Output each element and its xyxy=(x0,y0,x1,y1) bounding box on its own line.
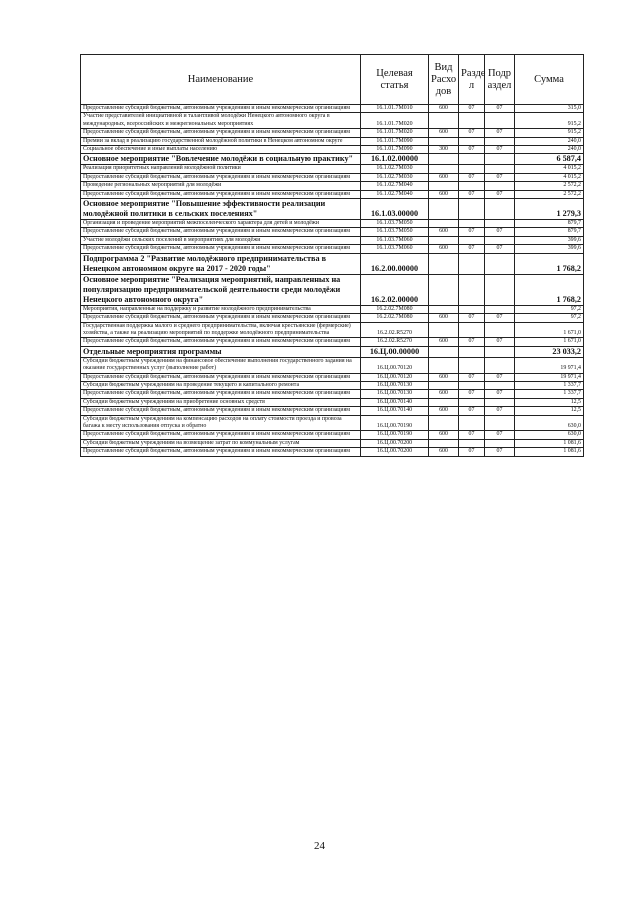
row-section xyxy=(459,381,485,389)
row-section xyxy=(459,113,485,129)
row-name: Субсидии бюджетным учреждениям на проведение текущего и капитального ремонта xyxy=(81,381,361,389)
row-target-article: 16.1.01.7М090 xyxy=(361,146,429,154)
row-subsection xyxy=(485,220,515,228)
row-target-article: 16.1.02.7М030 xyxy=(361,165,429,173)
row-subsection: 07 xyxy=(485,314,515,322)
row-subsection xyxy=(485,357,515,373)
row-amount: 97,2 xyxy=(515,305,584,313)
row-target-article: 16.Ц.00.70190 xyxy=(361,431,429,439)
row-section xyxy=(459,137,485,145)
row-expense-type xyxy=(429,322,459,338)
row-subsection xyxy=(485,305,515,313)
table-row xyxy=(81,390,584,398)
row-amount: 2 572,2 xyxy=(515,190,584,198)
row-name: Предоставление субсидий бюджетным, автономным учреждениям и иным некоммерческим организациям xyxy=(81,448,361,456)
row-target-article: 16.1.03.00000 xyxy=(361,199,429,220)
table-row xyxy=(81,431,584,439)
row-name: Субсидии бюджетным учреждениям на возмещение затрат по коммунальным услугам xyxy=(81,439,361,447)
table-row xyxy=(81,105,584,113)
row-name: Предоставление субсидий бюджетным, автономным учреждениям и иным некоммерческим организациям xyxy=(81,431,361,439)
row-subsection xyxy=(485,165,515,173)
table-row xyxy=(81,407,584,415)
row-subsection: 07 xyxy=(485,190,515,198)
row-target-article: 16.1.02.00000 xyxy=(361,154,429,165)
row-amount: 1 279,3 xyxy=(515,199,584,220)
row-section xyxy=(459,165,485,173)
row-expense-type xyxy=(429,305,459,313)
row-amount: 630,0 xyxy=(515,431,584,439)
row-subsection xyxy=(485,199,515,220)
table-row xyxy=(81,137,584,145)
row-amount: 4 015,2 xyxy=(515,165,584,173)
table-row xyxy=(81,357,584,373)
row-name: Предоставление субсидий бюджетным, автономным учреждениям и иным некоммерческим организациям xyxy=(81,190,361,198)
row-name: Участие представителей инициативной и талантливой молодёжи Ненецкого автономного округа в международных, всероссийских и межрегиональных мероприятиях xyxy=(81,113,361,129)
table-row xyxy=(81,129,584,137)
row-target-article: 16.2.02.7М080 xyxy=(361,305,429,313)
row-subsection: 07 xyxy=(485,373,515,381)
table-row xyxy=(81,322,584,338)
row-expense-type: 600 xyxy=(429,228,459,236)
row-section xyxy=(459,322,485,338)
table-row xyxy=(81,113,584,129)
row-name: Предоставление субсидий бюджетным, автономным учреждениям и иным некоммерческим организациям xyxy=(81,245,361,253)
row-subsection: 07 xyxy=(485,173,515,181)
row-amount: 240,0 xyxy=(515,137,584,145)
row-amount: 399,6 xyxy=(515,236,584,244)
row-target-article: 16.Ц.00.70200 xyxy=(361,439,429,447)
row-expense-type xyxy=(429,346,459,357)
row-subsection xyxy=(485,274,515,305)
row-section: 07 xyxy=(459,245,485,253)
row-target-article: 16.1.01.7М020 xyxy=(361,113,429,129)
row-name: Основное мероприятие "Реализация мероприятий, направленных на популяризацию предпринимательской деятельности среди молодёжи Ненецкого автономного округа" xyxy=(81,274,361,305)
row-expense-type xyxy=(429,137,459,145)
row-target-article: 16.1.01.7М010 xyxy=(361,105,429,113)
row-subsection: 07 xyxy=(485,105,515,113)
row-subsection xyxy=(485,398,515,406)
row-name: Мероприятия, направленные на поддержку и развитие молодёжного предпринимательства xyxy=(81,305,361,313)
header-target-article: Целевая статья xyxy=(361,55,429,105)
row-name: Субсидии бюджетным учреждениям на финансовое обеспечение выполнения государственного задания на оказание государственных услуг (выполнение работ) xyxy=(81,357,361,373)
row-target-article: 16.1.01.7М090 xyxy=(361,137,429,145)
row-expense-type xyxy=(429,113,459,129)
row-target-article: 16.1.01.7М020 xyxy=(361,129,429,137)
table-row xyxy=(81,381,584,389)
row-subsection xyxy=(485,236,515,244)
row-section: 07 xyxy=(459,146,485,154)
row-expense-type: 600 xyxy=(429,407,459,415)
row-amount: 1 671,0 xyxy=(515,338,584,346)
row-target-article: 16.1.03.7М050 xyxy=(361,220,429,228)
row-amount: 1 768,2 xyxy=(515,274,584,305)
row-subsection: 07 xyxy=(485,228,515,236)
row-expense-type xyxy=(429,398,459,406)
table-row xyxy=(81,220,584,228)
row-name: Предоставление субсидий бюджетным, автономным учреждениям и иным некоммерческим организациям xyxy=(81,407,361,415)
row-expense-type: 600 xyxy=(429,338,459,346)
row-amount: 1 671,0 xyxy=(515,322,584,338)
row-target-article: 16.1.02.7М030 xyxy=(361,173,429,181)
row-name: Предоставление субсидий бюджетным, автономным учреждениям и иным некоммерческим организациям xyxy=(81,173,361,181)
row-expense-type xyxy=(429,182,459,190)
row-name: Предоставление субсидий бюджетным, автономным учреждениям и иным некоммерческим организациям xyxy=(81,314,361,322)
row-amount: 915,2 xyxy=(515,113,584,129)
table-row xyxy=(81,245,584,253)
row-section: 07 xyxy=(459,448,485,456)
row-section xyxy=(459,357,485,373)
row-section xyxy=(459,439,485,447)
row-amount: 1 081,6 xyxy=(515,439,584,447)
row-expense-type: 600 xyxy=(429,448,459,456)
row-name: Премии за вклад в реализацию государственной молодёжной политики в Ненецком автономном округе xyxy=(81,137,361,145)
budget-table xyxy=(80,54,584,457)
row-expense-type: 600 xyxy=(429,129,459,137)
table-row xyxy=(81,199,584,220)
table-row xyxy=(81,346,584,357)
row-expense-type xyxy=(429,154,459,165)
row-section xyxy=(459,182,485,190)
row-subsection: 07 xyxy=(485,431,515,439)
table-row xyxy=(81,182,584,190)
row-amount: 399,6 xyxy=(515,245,584,253)
row-name: Предоставление субсидий бюджетным, автономным учреждениям и иным некоммерческим организациям xyxy=(81,129,361,137)
table-header-row xyxy=(81,55,584,105)
row-section: 07 xyxy=(459,390,485,398)
row-section: 07 xyxy=(459,373,485,381)
row-name: Основное мероприятие "Повышение эффективности реализации молодёжной политики в сельских поселениях" xyxy=(81,199,361,220)
row-subsection xyxy=(485,415,515,431)
header-amount: Сумма xyxy=(515,55,584,105)
row-amount: 23 033,2 xyxy=(515,346,584,357)
row-name: Основное мероприятие "Вовлечение молодёжи в социальную практику" xyxy=(81,154,361,165)
table-row xyxy=(81,165,584,173)
row-target-article: 16.1.03.7М060 xyxy=(361,236,429,244)
row-amount: 4 015,2 xyxy=(515,173,584,181)
row-amount: 1 337,7 xyxy=(515,381,584,389)
row-subsection xyxy=(485,113,515,129)
table-row xyxy=(81,439,584,447)
row-subsection xyxy=(485,322,515,338)
row-name: Предоставление субсидий бюджетным, автономным учреждениям и иным некоммерческим организациям xyxy=(81,390,361,398)
row-target-article: 16.2.02.R5270 xyxy=(361,322,429,338)
row-name: Субсидии бюджетным учреждениям на компенсацию расходов на оплату стоимости проезда и провоза багажа к месту использования отпуска и обратно xyxy=(81,415,361,431)
row-section xyxy=(459,305,485,313)
row-name: Отдельные мероприятия программы xyxy=(81,346,361,357)
row-target-article: 16.1.03.7М060 xyxy=(361,245,429,253)
row-expense-type: 300 xyxy=(429,146,459,154)
row-expense-type xyxy=(429,381,459,389)
row-expense-type xyxy=(429,274,459,305)
row-expense-type: 600 xyxy=(429,245,459,253)
row-section xyxy=(459,220,485,228)
row-amount: 879,7 xyxy=(515,228,584,236)
table-row xyxy=(81,173,584,181)
row-subsection xyxy=(485,439,515,447)
row-target-article: 16.Ц.00.70120 xyxy=(361,373,429,381)
row-subsection xyxy=(485,253,515,274)
row-expense-type xyxy=(429,220,459,228)
page-number: 24 xyxy=(314,840,325,852)
row-name: Реализация приоритетных направлений молодёжной политики xyxy=(81,165,361,173)
row-name: Социальное обеспечение и иные выплаты населению xyxy=(81,146,361,154)
row-section: 07 xyxy=(459,407,485,415)
row-subsection: 07 xyxy=(485,129,515,137)
row-name: Субсидии бюджетным учреждениям на приобретение основных средств xyxy=(81,398,361,406)
row-target-article: 16.1.03.7М050 xyxy=(361,228,429,236)
table-body xyxy=(81,105,584,457)
row-amount: 19 971,4 xyxy=(515,357,584,373)
row-target-article: 16.Ц.00.70200 xyxy=(361,448,429,456)
row-amount: 915,2 xyxy=(515,129,584,137)
row-amount: 240,0 xyxy=(515,146,584,154)
row-section: 07 xyxy=(459,338,485,346)
row-subsection: 07 xyxy=(485,245,515,253)
table-row xyxy=(81,448,584,456)
row-subsection: 07 xyxy=(485,146,515,154)
row-target-article: 16.2.02.00000 xyxy=(361,274,429,305)
table-row xyxy=(81,314,584,322)
row-amount: 12,5 xyxy=(515,398,584,406)
row-amount: 1 337,7 xyxy=(515,390,584,398)
row-expense-type xyxy=(429,439,459,447)
table-row xyxy=(81,154,584,165)
row-subsection xyxy=(485,154,515,165)
row-target-article: 16.1.02.7М040 xyxy=(361,182,429,190)
row-target-article: 16.1.02.7М040 xyxy=(361,190,429,198)
table-row xyxy=(81,228,584,236)
table-row xyxy=(81,305,584,313)
row-name: Государственная поддержка малого и среднего предпринимательства, включая крестьянские (фермерские) хозяйства, а также на реализацию мероприятий по поддержке молодёжного предпринимательства xyxy=(81,322,361,338)
row-amount: 879,7 xyxy=(515,220,584,228)
row-subsection xyxy=(485,137,515,145)
row-amount: 6 587,4 xyxy=(515,154,584,165)
header-subsection: Подр аздел xyxy=(485,55,515,105)
table-row xyxy=(81,146,584,154)
row-name: Организация и проведение мероприятий межпоселенческого характера для детей и молодёжи xyxy=(81,220,361,228)
row-section xyxy=(459,398,485,406)
row-subsection: 07 xyxy=(485,407,515,415)
row-section xyxy=(459,415,485,431)
row-amount: 2 572,2 xyxy=(515,182,584,190)
row-section: 07 xyxy=(459,190,485,198)
row-section: 07 xyxy=(459,129,485,137)
row-expense-type: 600 xyxy=(429,390,459,398)
table-row xyxy=(81,338,584,346)
row-expense-type xyxy=(429,253,459,274)
row-name: Подпрограмма 2 "Развитие молодёжного предпринимательства в Ненецком автономном округе на 2017 - 2020 годы" xyxy=(81,253,361,274)
row-section xyxy=(459,199,485,220)
row-name: Участие молодёжи сельских поселений в мероприятиях для молодёжи xyxy=(81,236,361,244)
row-section: 07 xyxy=(459,173,485,181)
row-section xyxy=(459,236,485,244)
row-section: 07 xyxy=(459,431,485,439)
table-row xyxy=(81,373,584,381)
row-section xyxy=(459,274,485,305)
row-target-article: 16.Ц.00.70130 xyxy=(361,390,429,398)
row-expense-type: 600 xyxy=(429,105,459,113)
row-amount: 19 971,4 xyxy=(515,373,584,381)
row-expense-type: 600 xyxy=(429,431,459,439)
row-subsection: 07 xyxy=(485,390,515,398)
table-row xyxy=(81,190,584,198)
row-expense-type xyxy=(429,199,459,220)
row-amount: 12,5 xyxy=(515,407,584,415)
table-row xyxy=(81,236,584,244)
header-section: Разде л xyxy=(459,55,485,105)
row-target-article: 16.Ц.00.70120 xyxy=(361,357,429,373)
row-amount: 97,2 xyxy=(515,314,584,322)
table-row xyxy=(81,398,584,406)
row-section xyxy=(459,253,485,274)
row-section: 07 xyxy=(459,105,485,113)
row-subsection: 07 xyxy=(485,448,515,456)
row-expense-type xyxy=(429,236,459,244)
row-target-article: 16.Ц.00.00000 xyxy=(361,346,429,357)
row-amount: 630,0 xyxy=(515,415,584,431)
row-section: 07 xyxy=(459,314,485,322)
row-amount: 315,0 xyxy=(515,105,584,113)
row-section xyxy=(459,154,485,165)
row-name: Проведение региональных мероприятий для молодёжи xyxy=(81,182,361,190)
table-row xyxy=(81,253,584,274)
header-expense-type: Вид Расхо дов xyxy=(429,55,459,105)
row-target-article: 16.Ц.00.70130 xyxy=(361,381,429,389)
header-name: Наименование xyxy=(81,55,361,105)
row-subsection xyxy=(485,346,515,357)
row-target-article: 16.2.00.00000 xyxy=(361,253,429,274)
row-section xyxy=(459,346,485,357)
row-expense-type: 600 xyxy=(429,190,459,198)
row-amount: 1 768,2 xyxy=(515,253,584,274)
row-subsection xyxy=(485,381,515,389)
row-target-article: 16.Ц.00.70140 xyxy=(361,407,429,415)
row-expense-type: 600 xyxy=(429,373,459,381)
table-row xyxy=(81,415,584,431)
row-expense-type: 600 xyxy=(429,314,459,322)
row-expense-type xyxy=(429,165,459,173)
row-subsection xyxy=(485,182,515,190)
row-name: Предоставление субсидий бюджетным, автономным учреждениям и иным некоммерческим организациям xyxy=(81,228,361,236)
row-target-article: 16.2.02.R5270 xyxy=(361,338,429,346)
row-expense-type xyxy=(429,357,459,373)
row-name: Предоставление субсидий бюджетным, автономным учреждениям и иным некоммерческим организациям xyxy=(81,105,361,113)
row-subsection: 07 xyxy=(485,338,515,346)
row-expense-type xyxy=(429,415,459,431)
row-section: 07 xyxy=(459,228,485,236)
row-target-article: 16.Ц.00.70140 xyxy=(361,398,429,406)
row-target-article: 16.Ц.00.70190 xyxy=(361,415,429,431)
row-expense-type: 600 xyxy=(429,173,459,181)
row-target-article: 16.2.02.7М080 xyxy=(361,314,429,322)
row-name: Предоставление субсидий бюджетным, автономным учреждениям и иным некоммерческим организациям xyxy=(81,373,361,381)
row-name: Предоставление субсидий бюджетным, автономным учреждениям и иным некоммерческим организациям xyxy=(81,338,361,346)
table-row xyxy=(81,274,584,305)
row-amount: 1 081,6 xyxy=(515,448,584,456)
